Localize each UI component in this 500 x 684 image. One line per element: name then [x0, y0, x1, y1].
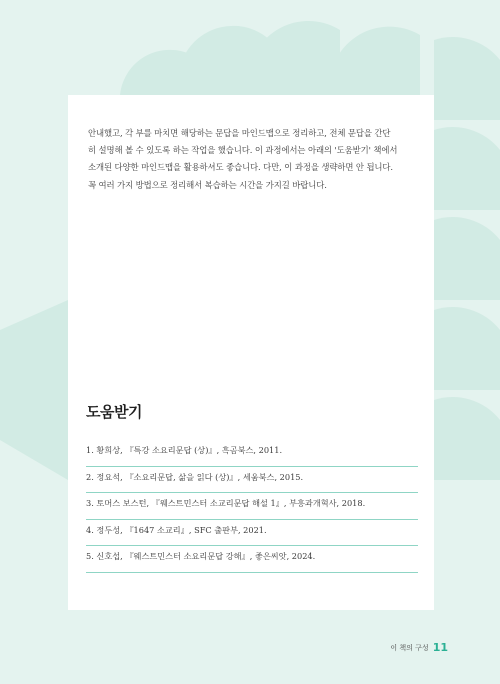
intro-line: 소개된 다양한 마인드맵을 활용하셔도 좋습니다. 다만, 이 과정을 생략하면 안 됩니다.: [88, 162, 393, 173]
intro-line: 꼭 여러 가지 방법으로 정리해서 복습하는 시간을 가지길 바랍니다.: [88, 179, 327, 190]
reference-list: [86, 440, 418, 573]
reference-item: 2. 정요석, 『소요리문답, 삶을 읽다 (상)』, 세움북스, 2015.: [86, 467, 418, 494]
reference-item: 5. 신호섭, 『웨스트민스터 소요리문답 강해』, 좋은씨앗, 2024.: [86, 546, 418, 573]
reference-item: 4. 정두성, 『1647 소교리』, SFC 출판부, 2021.: [86, 520, 418, 547]
reference-item: 3. 토머스 보스턴, 『웨스트민스터 소교리문답 해설 1』, 부흥과개혁사, 2018.: [86, 493, 418, 520]
page-number: 11: [432, 641, 448, 654]
reference-item: 1. 황희상, 『특강 소요리문답 (상)』, 흑곰북스, 2011.: [86, 440, 418, 467]
footer-label: 이 책의 구성: [390, 643, 429, 652]
content-card: [68, 95, 434, 610]
section-title: 도움받기: [86, 403, 142, 421]
page-footer: [390, 641, 448, 654]
intro-line: 안내했고, 각 부를 마치면 해당하는 문답을 마인드맵으로 정리하고, 전체 문답을 간단: [88, 128, 391, 138]
intro-line: 히 설명해 볼 수 있도록 하는 작업을 했습니다. 이 과정에서는 아래의 '도움받기' 책에서: [88, 145, 398, 156]
intro-paragraph: [88, 125, 416, 194]
